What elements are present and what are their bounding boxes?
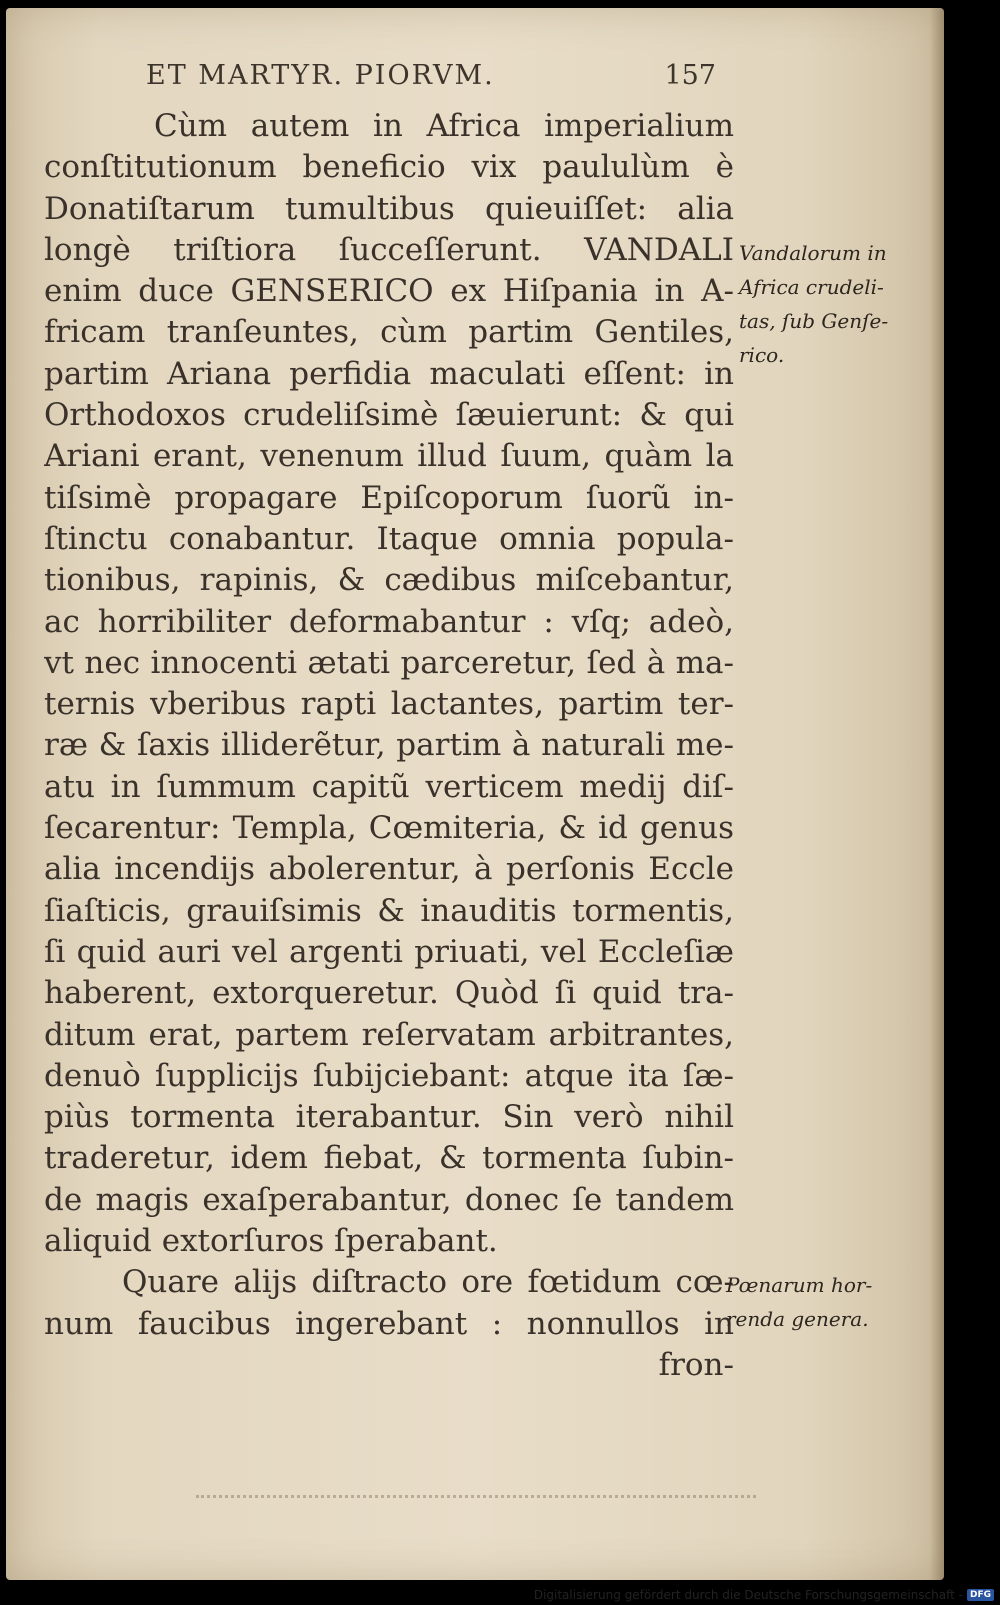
text-line: piùs tormenta iterabantur. Sin verò nihil [44,1099,734,1136]
page-edge-shadow [930,8,944,1580]
text-line: longè triſtiora ſucceſſerunt. VANDALI [44,231,734,268]
bleed-through-dots [196,1495,756,1502]
dfg-logo: DFG [967,1589,994,1601]
text-line: ſi quid auri vel argenti priuati, vel Eccleſiæ [44,933,734,970]
text-line: Donatiſtarum tumultibus quieuiſſet: alia [44,190,734,227]
text-line: ditum erat, partem reſervatam arbitrantes, [44,1016,734,1053]
margin-note-line: renda genera. [726,1307,869,1331]
margin-note-line: tas, ſub Genſe- [739,309,889,333]
text-line: fricam tranſeuntes, cùm partim Gentiles, [44,314,734,351]
text-line: Cùm autem in Africa imperialium [154,108,734,144]
text-line: tionibus, rapinis, & cædibus miſcebantur, [44,562,734,599]
text-line: ſecarentur: Templa, Cœmiteria, & id genus [44,810,734,847]
text-line: tiſsimè propagare Epiſcoporum ſuorũ in- [44,479,734,516]
text-line: ſtinctu conabantur. Itaque omnia popula- [44,520,734,557]
text-line: Ariani erant, venenum illud ſuum, quàm la [44,438,734,475]
text-line: Quare alijs diſtracto ore fœtidum cœ- [122,1264,734,1301]
catchword: fron- [658,1346,734,1383]
text-line: ſiaſticis, grauiſsimis & inauditis tormentis, [44,892,734,929]
margin-note-line: Pœnarum hor- [726,1273,873,1297]
margin-note-punishments [726,1268,872,1336]
margin-note-vandals [739,236,888,372]
text-line: traderetur, idem fiebat, & tormenta ſubin- [44,1140,734,1177]
text-line: aliquid extorſuros ſperabant. [44,1223,498,1260]
text-line: enim duce GENSERICO ex Hiſpania in A- [44,273,734,310]
running-title: ET MARTYR. PIORVM. [146,60,495,91]
margin-note-line: Vandalorum in [739,241,887,265]
text-line: ac horribiliter deformabantur : vſq; adeò, [44,603,734,640]
text-line: de magis exaſperabantur, donec ſe tandem [44,1181,734,1218]
margin-note-line: rico. [739,343,785,367]
text-line: denuò ſupplicijs ſubijciebant: atque ita ſæ- [44,1057,734,1094]
text-line: ternis vberibus rapti lactantes, partim ter- [44,686,734,723]
margin-note-line: Africa crudeli- [739,275,884,299]
text-line: atu in ſummum capitũ verticem medij diſ- [44,768,734,805]
page-number: 157 [664,60,716,91]
credit-text: Digitalisierung gefördert durch die Deutsche Forschungsgemeinschaft - [533,1588,963,1602]
text-line: Orthodoxos crudeliſsimè ſæuierunt: & qui [44,397,734,434]
text-line: haberent, extorqueretur. Quòd ſi quid tra- [44,975,734,1012]
text-line: vt nec innocenti ætati parceretur, ſed à ma- [44,644,734,681]
main-text-block [44,106,734,1386]
text-line: conſtitutionum beneficio vix paululùm è [44,149,734,186]
text-line: alia incendijs abolerentur, à perſonis Eccle [44,851,734,888]
digitization-credit [534,1588,994,1602]
text-line: partim Ariana perfidia maculati eſſent: in [44,355,734,392]
text-line: ræ & ſaxis illiderẽtur, partim à naturali me- [44,727,734,764]
text-line: num faucibus ingerebant : nonnullos in [44,1305,734,1342]
book-page [6,8,944,1580]
